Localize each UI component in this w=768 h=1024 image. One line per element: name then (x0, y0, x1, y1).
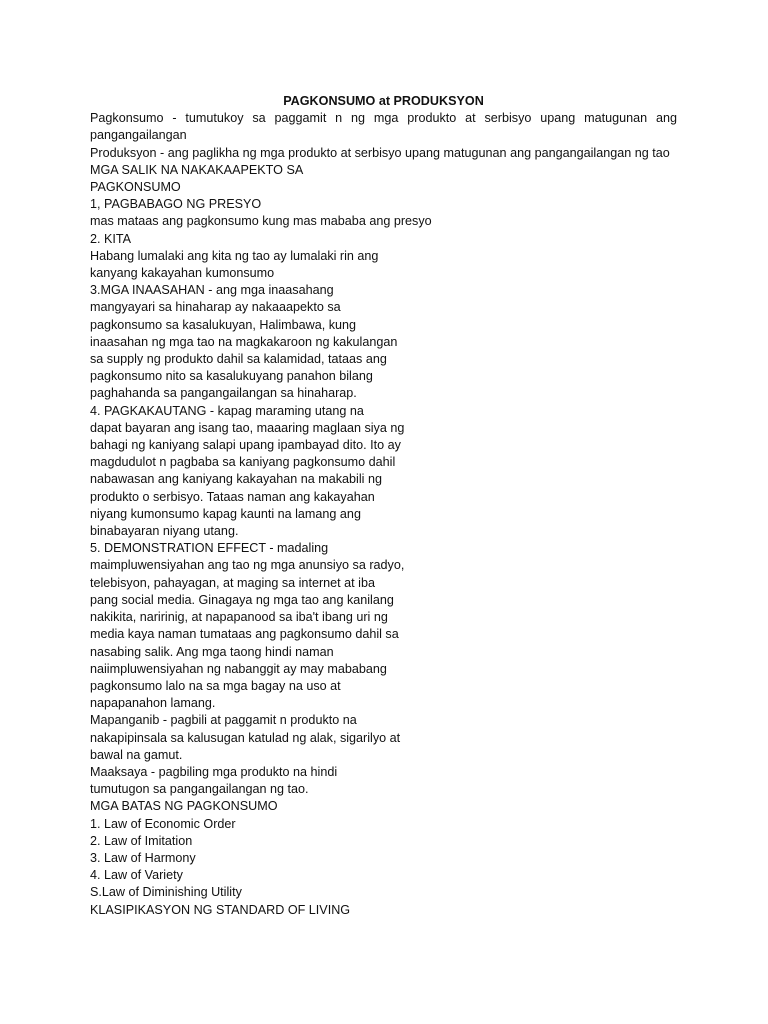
text-line: 1, PAGBABAGO NG PRESYO (90, 197, 262, 212)
text-line: Habang lumalaki ang kita ng tao ay lumalaki rin ang (90, 248, 379, 263)
text-line: 4. PAGKAKAUTANG - kapag maraming utang na (90, 403, 364, 418)
text-line: magdudulot n pagbaba sa kaniyang pagkonsumo dahil (90, 455, 396, 470)
text-line: bahagi ng kaniyang salapi upang ipambayad dito. Ito ay (90, 438, 401, 453)
text-line: kanyang kakayahan kumonsumo (90, 266, 275, 281)
text-line: 3.MGA INAASAHAN - ang mga inaasahang (90, 283, 334, 298)
document-body (90, 145, 677, 919)
text-line: napapanahon lamang. (90, 696, 216, 711)
document-title: PAGKONSUMO at PRODUKSYON (283, 94, 484, 108)
text-line: Mapanganib - pagbili at paggamit n produkto na (90, 713, 357, 728)
text-line: nasabing salik. Ang mga taong hindi naman (90, 644, 334, 659)
text-line: dapat bayaran ang isang tao, maaaring maglaan siya ng (90, 420, 405, 435)
text-line: pagkonsumo lalo na sa mga bagay na uso at (90, 678, 341, 693)
text-line: nabawasan ang kaniyang kakayahan na makabili ng (90, 472, 382, 487)
text-line: telebisyon, pahayagan, at maging sa internet at iba (90, 575, 375, 590)
text-line: 4. Law of Variety (90, 868, 183, 883)
text-line: bawal na gamut. (90, 747, 183, 762)
text-line: maimpluwensiyahan ang tao ng mga anunsiyo sa radyo, (90, 558, 405, 573)
text-line: 3. Law of Harmony (90, 850, 196, 865)
text-line: niyang kumonsumo kapag kaunti na lamang ang (90, 506, 361, 521)
text-line: mangyayari sa hinaharap ay nakaaapekto sa (90, 300, 341, 315)
text-line: S.Law of Diminishing Utility (90, 885, 242, 900)
text-line: Produksyon - ang paglikha ng mga produkto at serbisyo upang matugunan ang pangangailangan ng tao (90, 145, 670, 160)
text-line: pagkonsumo sa kasalukuyan, Halimbawa, kung (90, 317, 357, 332)
text-line: PAGKONSUMO (90, 180, 181, 195)
text-line: tumutugon sa pangangailangan ng tao. (90, 782, 309, 797)
text-line: MGA SALIK NA NAKAKAAPEKTO SA (90, 162, 304, 177)
text-line: binabayaran niyang utang. (90, 524, 239, 539)
text-line: mas mataas ang pagkonsumo kung mas mababa ang presyo (90, 214, 432, 229)
text-line: 1. Law of Economic Order (90, 816, 236, 831)
document-page (90, 93, 677, 919)
text-line: 2. KITA (90, 231, 132, 246)
text-line: sa supply ng produkto dahil sa kalamidad, tataas ang (90, 352, 387, 367)
text-line: nakikita, naririnig, at napapanood sa iba't ibang uri ng (90, 610, 388, 625)
text-line: Maaksaya - pagbiling mga produkto na hindi (90, 764, 338, 779)
text-line: media kaya naman tumataas ang pagkonsumo dahil sa (90, 627, 399, 642)
text-line: pang social media. Ginagaya ng mga tao ang kanilang (90, 592, 394, 607)
text-line: KLASIPIKASYON NG STANDARD OF LIVING (90, 902, 351, 917)
definition-pagkonsumo: Pagkonsumo - tumutukoy sa paggamit n ng mga produkto at serbisyo upang matugunan ang pangangailangan (90, 111, 677, 143)
text-line: 5. DEMONSTRATION EFFECT - madaling (90, 541, 329, 556)
text-line: MGA BATAS NG PAGKONSUMO (90, 799, 278, 814)
text-line: nakapipinsala sa kalusugan katulad ng alak, sigarilyo at (90, 730, 401, 745)
text-line: pagkonsumo nito sa kasalukuyang panahon bilang (90, 369, 373, 384)
text-line: produkto o serbisyo. Tataas naman ang kakayahan (90, 489, 375, 504)
text-line: naiimpluwensiyahan ng nabanggit ay may mababang (90, 661, 387, 676)
text-line: 2. Law of Imitation (90, 833, 193, 848)
text-line: inaasahan ng mga tao na magkakaroon ng kakulangan (90, 334, 398, 349)
text-line: paghahanda sa pangangailangan sa hinaharap. (90, 386, 357, 401)
